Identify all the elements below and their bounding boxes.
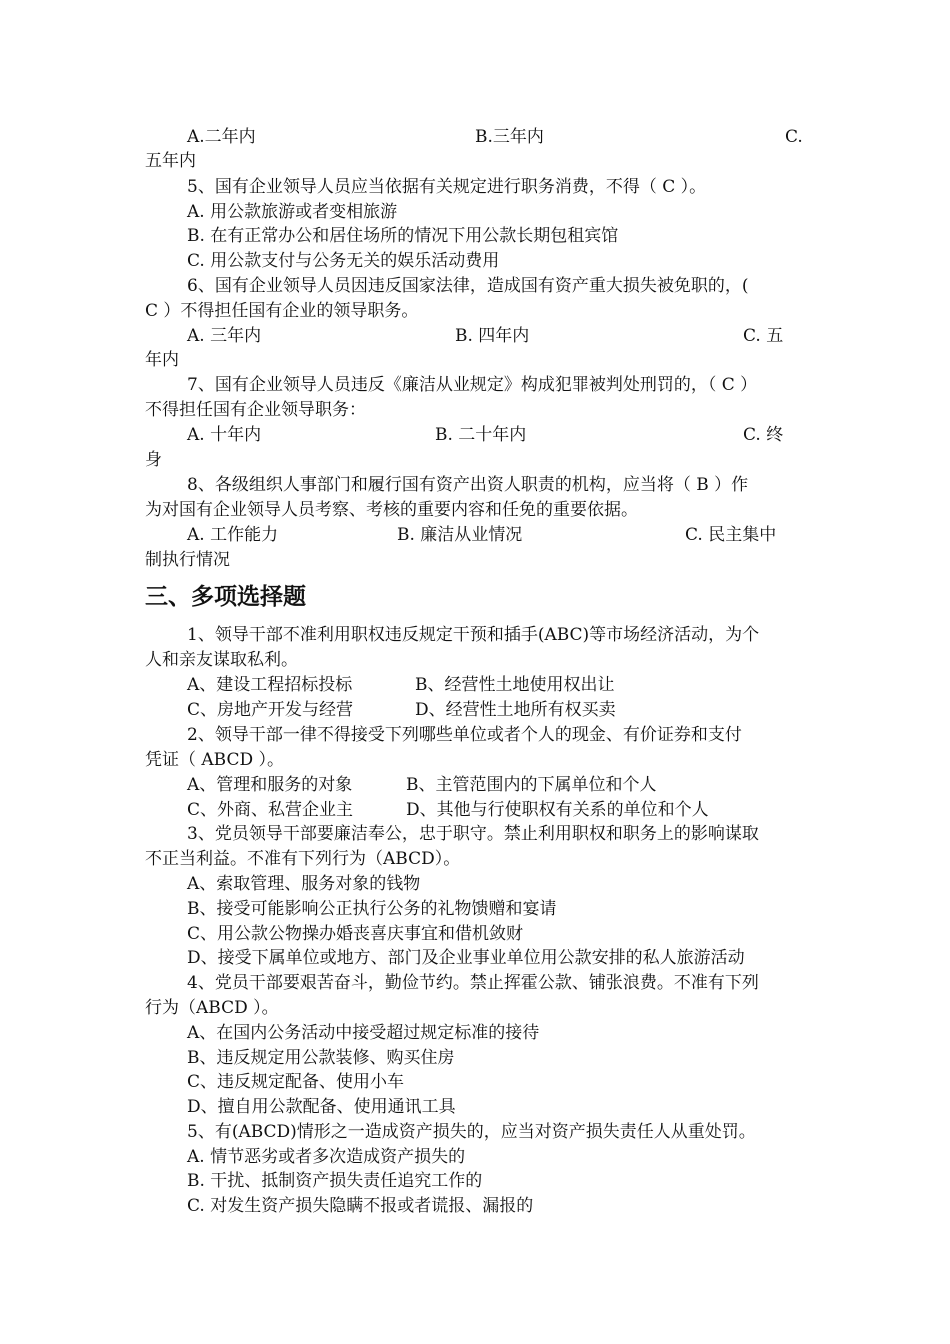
option-c: C. 五	[743, 326, 784, 346]
single-q8-stem-line2: 为对国有企业领导人员考察、考核的重要内容和任免的重要依据。	[145, 500, 638, 520]
single-q7-stem-line2: 不得担任国有企业领导职务：	[145, 400, 366, 420]
multi-q3-stem-line1: 3、党员领导干部要廉洁奉公，忠于职守。禁止利用职权和职务上的影响谋取	[187, 824, 759, 844]
multi-q1-stem-line1: 1、领导干部不准利用职权违反规定干预和插手(ABC)等市场经济活动，为个	[187, 625, 760, 645]
multi-q3-option-a: A、索取管理、服务对象的钱物	[187, 874, 421, 894]
multi-q1-stem-line2: 人和亲友谋取私利。	[145, 650, 298, 670]
option-a: A.二年内	[187, 127, 256, 147]
option-b: B. 四年内	[455, 326, 530, 346]
single-q6-stem-line2: C ）不得担任国有企业的领导职务。	[145, 301, 419, 321]
multi-q5-stem: 5、有(ABCD)情形之一造成资产损失的，应当对资产损失责任人从重处罚。	[187, 1122, 756, 1142]
option-c: C. 终	[743, 425, 784, 445]
option-a: A、管理和服务的对象	[187, 775, 353, 795]
option-c-continuation: 身	[145, 450, 162, 470]
option-c-continuation: 五年内	[145, 151, 196, 171]
multi-q4-option-a: A、在国内公务活动中接受超过规定标准的接待	[187, 1023, 540, 1043]
option-a: A. 工作能力	[187, 525, 279, 545]
multi-q3-option-b: B、接受可能影响公正执行公务的礼物馈赠和宴请	[187, 899, 557, 919]
option-a: A. 十年内	[187, 425, 262, 445]
option-b: B. 二十年内	[435, 425, 527, 445]
multi-q3-option-c: C、用公款公物操办婚丧喜庆事宜和借机敛财	[187, 924, 524, 944]
multi-q2-stem-line1: 2、领导干部一律不得接受下列哪些单位或者个人的现金、有价证券和支付	[187, 725, 742, 745]
option-c: C、外商、私营企业主	[187, 800, 354, 820]
option-b: B、主管范围内的下属单位和个人	[406, 775, 657, 795]
option-a: A. 三年内	[187, 326, 262, 346]
multi-q4-stem-line1: 4、党员干部要艰苦奋斗，勤俭节约。禁止挥霍公款、铺张浪费。不准有下列	[187, 973, 759, 993]
multi-q3-stem-line2: 不正当利益。不准有下列行为（ABCD）。	[145, 849, 461, 869]
multi-q3-option-d: D、接受下属单位或地方、部门及企业事业单位用公款安排的私人旅游活动	[187, 948, 745, 968]
single-q5-stem: 5、国有企业领导人员应当依据有关规定进行职务消费，不得（ C ）。	[187, 177, 707, 197]
multi-q4-option-b: B、违反规定用公款装修、购买住房	[187, 1048, 455, 1068]
single-q5-option-c: C. 用公款支付与公务无关的娱乐活动费用	[187, 251, 500, 271]
multi-q5-option-b: B. 干扰、抵制资产损失责任追究工作的	[187, 1171, 483, 1191]
option-b: B. 廉洁从业情况	[397, 525, 523, 545]
section-heading: 三、多项选择题	[145, 584, 306, 610]
option-b: B.三年内	[475, 127, 544, 147]
option-a: A、建设工程招标投标	[187, 675, 353, 695]
multi-q2-stem-line2: 凭证（ ABCD ）。	[145, 750, 285, 770]
multi-q4-stem-line2: 行为（ABCD ）。	[145, 998, 279, 1018]
multi-q4-option-c: C、违反规定配备、使用小车	[187, 1072, 405, 1092]
single-q7-stem-line1: 7、国有企业领导人员违反《廉洁从业规定》构成犯罪被判处刑罚的，（ C ）	[187, 375, 758, 395]
multi-q4-option-d: D、擅自用公款配备、使用通讯工具	[187, 1097, 456, 1117]
option-c: C.	[785, 127, 803, 147]
option-d: D、其他与行使职权有关系的单位和个人	[406, 800, 709, 820]
single-q8-stem-line1: 8、各级组织人事部门和履行国有资产出资人职责的机构，应当将（ B ）作	[187, 475, 749, 495]
single-q5-option-a: A. 用公款旅游或者变相旅游	[187, 202, 398, 222]
option-c: C、房地产开发与经营	[187, 700, 354, 720]
option-b: B、经营性土地使用权出让	[415, 675, 615, 695]
option-c: C. 民主集中	[685, 525, 777, 545]
option-c-continuation: 年内	[145, 350, 179, 370]
single-q5-option-b: B. 在有正常办公和居住场所的情况下用公款长期包租宾馆	[187, 226, 619, 246]
option-c-continuation: 制执行情况	[145, 550, 230, 570]
option-d: D、经营性土地所有权买卖	[415, 700, 616, 720]
single-q6-stem-line1: 6、国有企业领导人员因违反国家法律，造成国有资产重大损失被免职的，(	[187, 276, 749, 296]
multi-q5-option-a: A. 情节恶劣或者多次造成资产损失的	[187, 1147, 466, 1167]
multi-q5-option-c: C. 对发生资产损失隐瞒不报或者谎报、漏报的	[187, 1196, 534, 1216]
